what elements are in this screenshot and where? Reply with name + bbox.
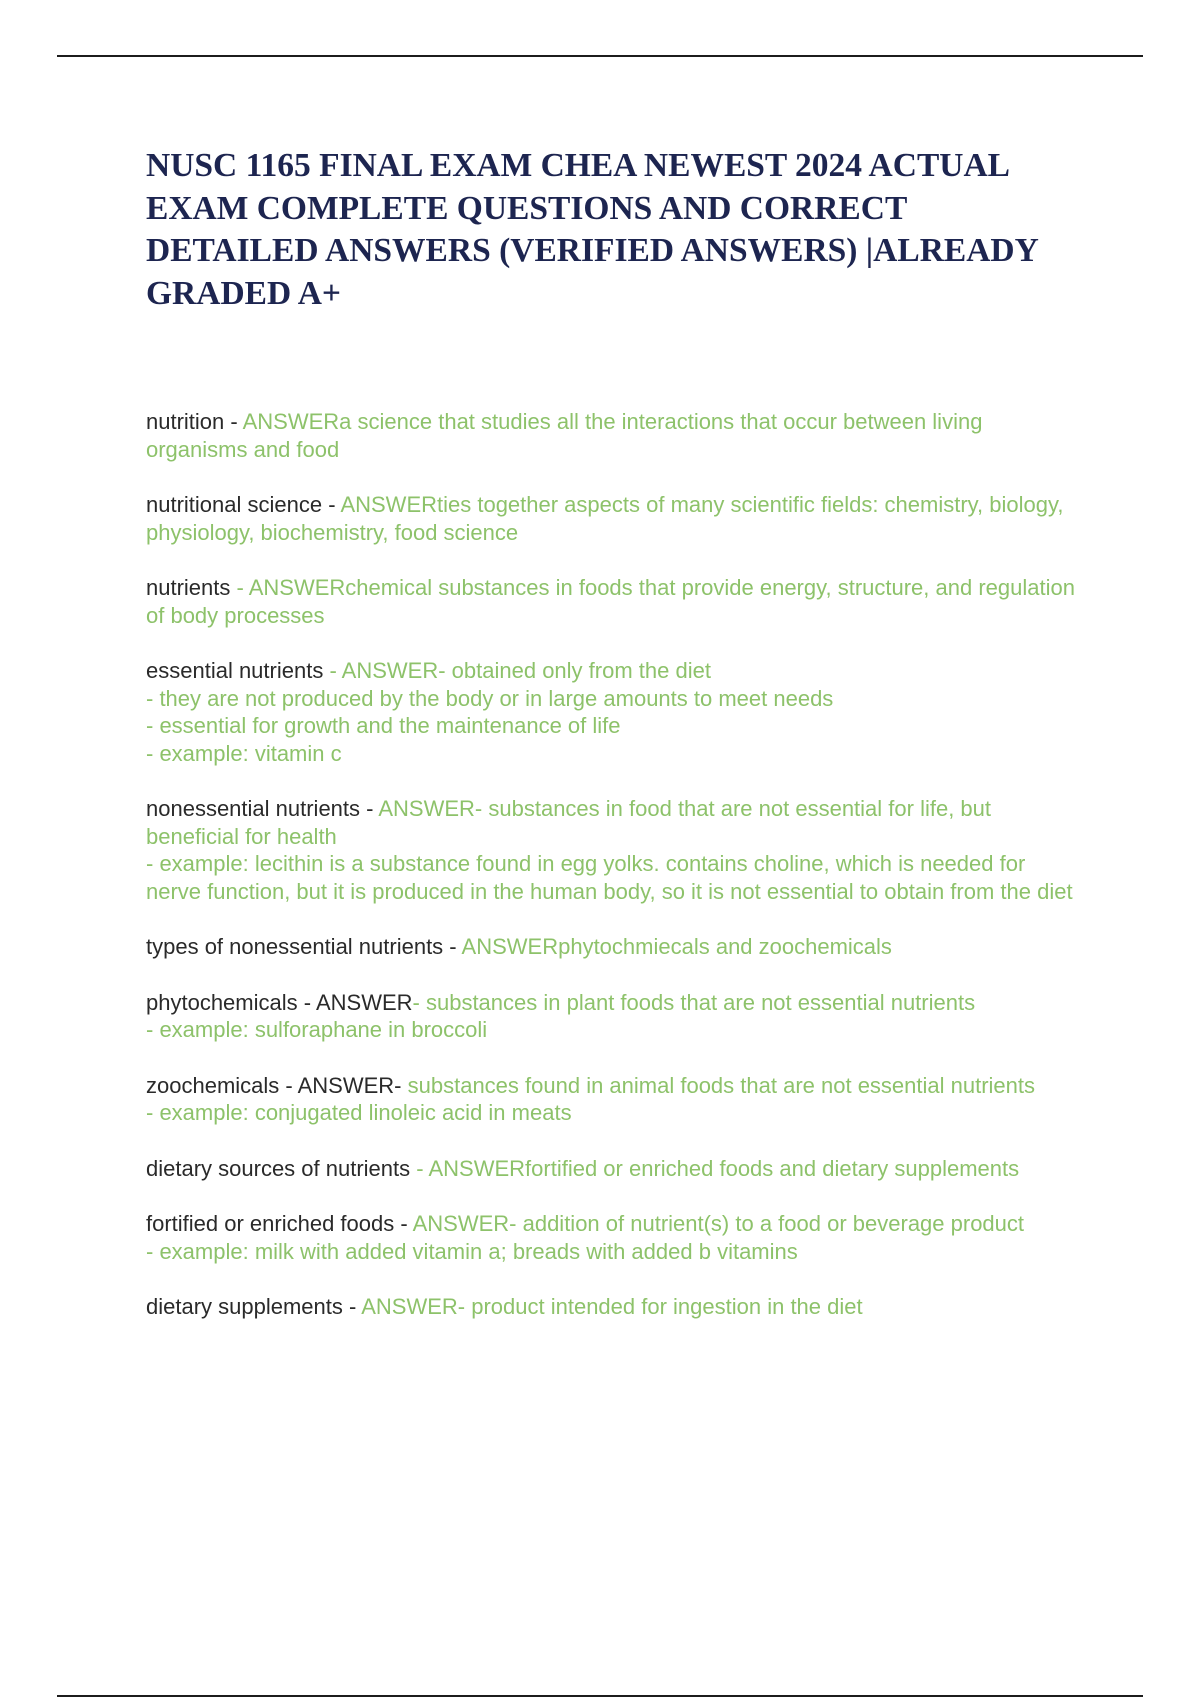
footer-rule (57, 1695, 1143, 1697)
qa-term: nutrients (146, 575, 231, 600)
qa-term: phytochemicals - ANSWER (146, 989, 413, 1015)
qa-answer: ANSWER- substances in food that are not essential for life, but beneficial for health (146, 796, 992, 849)
qa-entry-types-of-nonessential-nutrients (146, 933, 1081, 961)
qa-list (146, 408, 1081, 1349)
qa-answer-line: - example: vitamin c (146, 740, 342, 766)
qa-entry-phytochemicals (146, 989, 1081, 1044)
qa-answer: ANSWER- product intended for ingestion in the diet (361, 1294, 863, 1319)
qa-answer-details (146, 1016, 1081, 1044)
qa-entry-nutrition (146, 408, 1081, 463)
qa-term: fortified or enriched foods - (146, 1211, 413, 1236)
header-rule (57, 55, 1143, 57)
qa-entry-fortified-foods (146, 1210, 1081, 1265)
qa-term: dietary supplements - (146, 1294, 362, 1319)
qa-answer: - substances in plant foods that are not essential nutrients (412, 989, 976, 1015)
qa-answer-line: - example: conjugated linoleic acid in meats (146, 1100, 572, 1125)
qa-entry-nutritional-science (146, 491, 1081, 546)
qa-answer: substances found in animal foods that are not essential nutrients (407, 1072, 1036, 1098)
qa-answer-line: - essential for growth and the maintenance of life (146, 713, 621, 738)
qa-term: essential nutrients (146, 658, 324, 683)
qa-answer: - ANSWERfortified or enriched foods and dietary supplements (410, 1155, 1020, 1181)
qa-term: nonessential nutrients - (146, 796, 379, 821)
qa-answer-line: - example: lecithin is a substance found in egg yolks. contains choline, which is needed for nerve function, but it is produced in the human body, so it is not essential to obtain from the diet (146, 851, 1073, 904)
qa-answer: - ANSWER- obtained only from the diet (323, 658, 711, 683)
document-title: NUSC 1165 FINAL EXAM CHEA NEWEST 2024 ACTUAL EXAM COMPLETE QUESTIONS AND CORRECT DETAILED ANSWERS (VERIFIED ANSWERS) |ALREADY GRADED A+ (146, 147, 1038, 312)
qa-term: dietary sources of nutrients (146, 1155, 411, 1181)
qa-answer-details (146, 685, 1081, 768)
qa-answer-details (146, 1099, 1081, 1127)
qa-answer-details (146, 850, 1081, 905)
qa-term: nutrition - (146, 409, 243, 434)
qa-answer: ANSWERphytochmiecals and zoochemicals (461, 934, 892, 959)
qa-term: nutritional science - (146, 492, 341, 517)
qa-entry-nutrients (146, 574, 1081, 629)
qa-entry-nonessential-nutrients (146, 795, 1081, 905)
qa-term: zoochemicals - ANSWER- (146, 1072, 408, 1098)
qa-answer-line: - example: sulforaphane in broccoli (146, 1017, 488, 1042)
qa-answer: ANSWER- addition of nutrient(s) to a food or beverage product (412, 1211, 1025, 1236)
qa-answer-details (146, 1238, 1081, 1266)
qa-answer: ANSWERties together aspects of many scientific fields: chemistry, biology, physiology, biochemistry, food science (146, 492, 1064, 545)
qa-entry-dietary-supplements (146, 1293, 1081, 1321)
qa-term: types of nonessential nutrients - (146, 934, 462, 959)
qa-answer-line: - example: milk with added vitamin a; breads with added b vitamins (146, 1238, 798, 1264)
qa-entry-dietary-sources (146, 1155, 1081, 1183)
qa-entry-essential-nutrients (146, 657, 1081, 767)
qa-answer: ANSWERa science that studies all the interactions that occur between living organisms and food (146, 409, 983, 462)
qa-answer: - ANSWERchemical substances in foods that provide energy, structure, and regulation of body processes (146, 575, 1075, 628)
qa-entry-zoochemicals (146, 1072, 1081, 1127)
qa-answer-line: - they are not produced by the body or in large amounts to meet needs (146, 685, 834, 711)
